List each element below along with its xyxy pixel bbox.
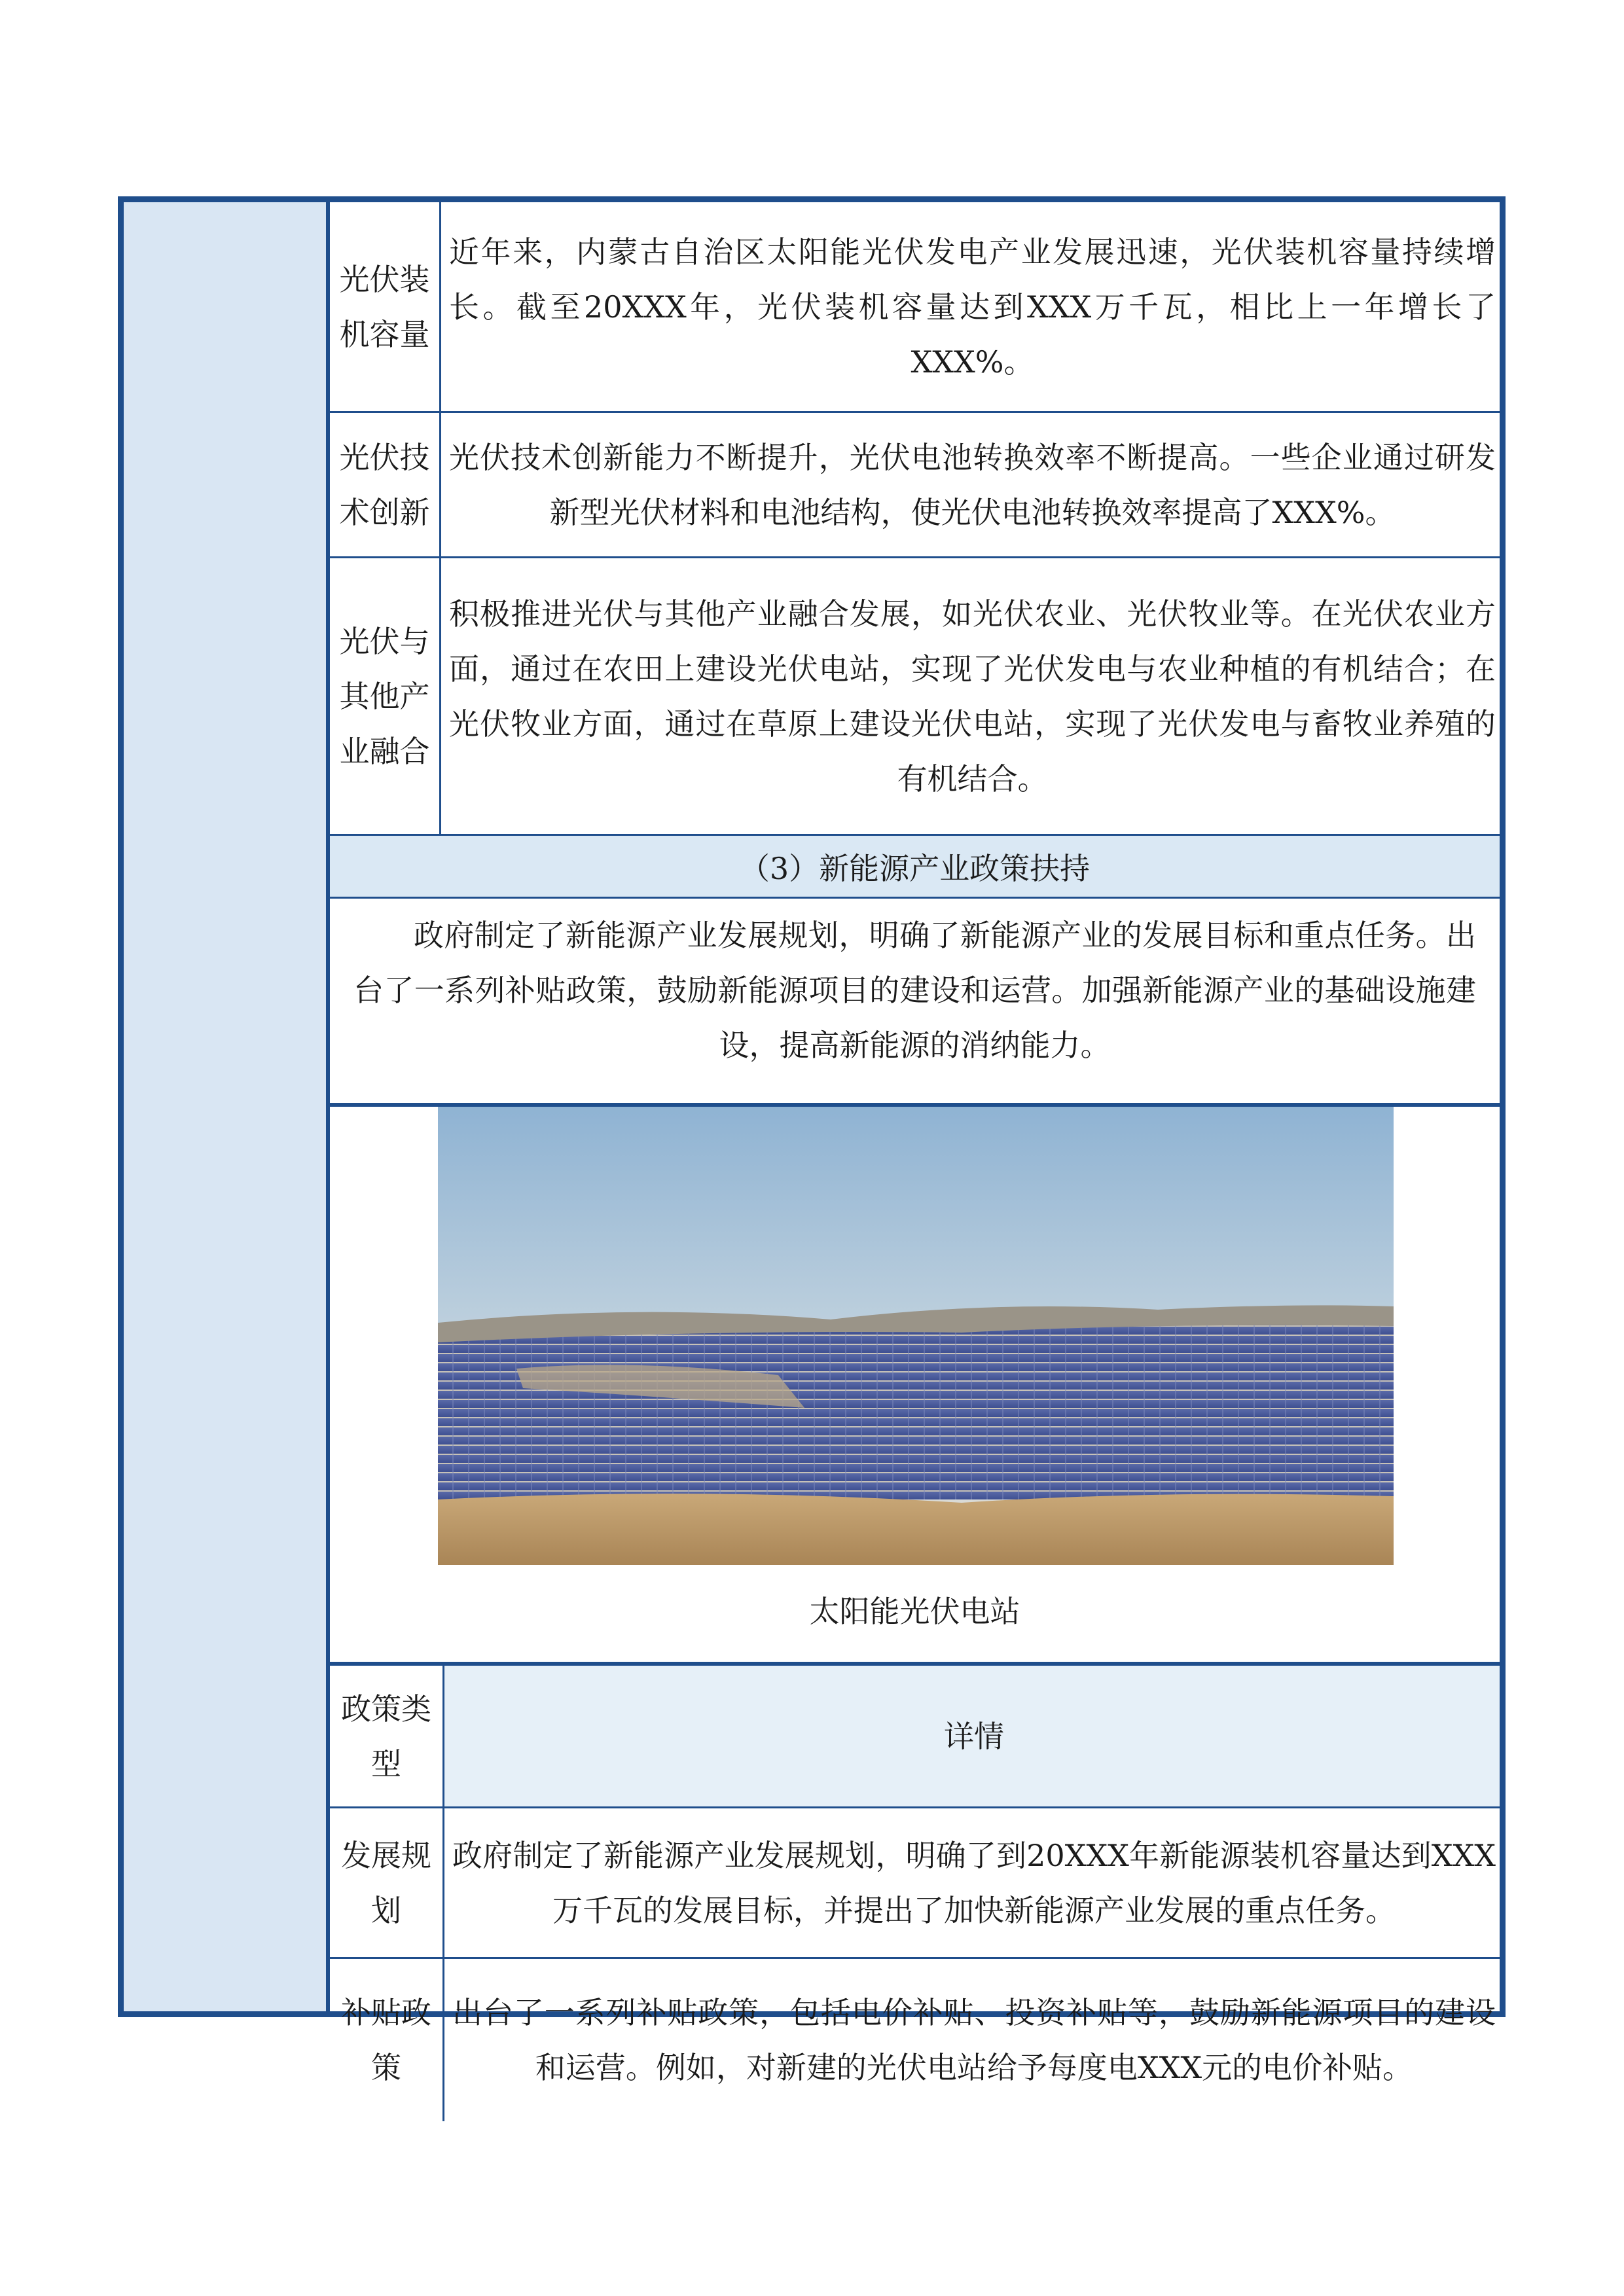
policy-type-subsidy: 补贴政策: [330, 1959, 444, 2121]
policy-table-header: [330, 1666, 1500, 1808]
policy-paragraph: 政府制定了新能源产业发展规划，明确了新能源产业的发展目标和重点任务。出台了一系列补贴政策，鼓励新能源项目的建设和运营。加强新能源产业的基础设施建设，提高新能源的消纳能力。: [353, 918, 1476, 1063]
policy-detail-plan: [444, 1808, 1500, 1957]
figure-cell: [330, 1107, 1500, 1666]
policy-detail-subsidy: [444, 1959, 1500, 2121]
row-label-pv-innovation: 光伏技术创新: [330, 413, 441, 556]
row-text: 积极推进光伏与其他产业融合发展，如光伏农业、光伏牧业等。在光伏农业方面，通过在农田上建设光伏电站，实现了光伏发电与农业种植的有机结合；在光伏牧业方面，通过在草原上建设光伏电站，实现了光伏发电与畜牧业养殖的有机结合。: [449, 596, 1496, 797]
row-text: 光伏技术创新能力不断提升，光伏电池转换效率不断提高。一些企业通过研发新型光伏材料和电池结构，使光伏电池转换效率提高了XXX%。: [449, 439, 1496, 530]
figure-caption: 太阳能光伏电站: [809, 1594, 1020, 1629]
table-row: [330, 558, 1500, 836]
section-heading: （3）新能源产业政策扶持: [330, 836, 1500, 899]
row-text-pv-integration: [441, 558, 1500, 834]
row-text: 近年来，内蒙古自治区太阳能光伏发电产业发展迅速，光伏装机容量持续增长。截至20XXX年，光伏装机容量达到XXX万千瓦，相比上一年增长了XXX%。: [449, 234, 1496, 380]
row-text-pv-innovation: [441, 413, 1500, 556]
row-text-pv-capacity: [441, 202, 1500, 411]
left-category-band: [124, 202, 330, 2011]
row-label-pv-integration: 光伏与其他产业融合: [330, 558, 441, 834]
row-text: 政府制定了新能源产业发展规划，明确了到20XXX年新能源装机容量达到XXX万千瓦的发展目标，并提出了加快新能源产业发展的重点任务。: [452, 1837, 1496, 1928]
header-policy-type: 政策类型: [330, 1666, 444, 1806]
table-row: [330, 1808, 1500, 1959]
table-content: [330, 202, 1500, 2085]
row-text: 出台了一系列补贴政策，包括电价补贴、投资补贴等，鼓励新能源项目的建设和运营。例如，对新建的光伏电站给予每度电XXX元的电价补贴。: [452, 1995, 1496, 2085]
policy-paragraph-cell: [330, 899, 1500, 1107]
table-row: [330, 413, 1500, 558]
table-row: [330, 1959, 1500, 2085]
document-table: [118, 196, 1506, 2085]
solar-plant-photo: [438, 1107, 1394, 1565]
policy-type-plan: 发展规划: [330, 1808, 444, 1957]
header-detail-text: 详情: [944, 1718, 1004, 1754]
header-detail: [444, 1666, 1500, 1806]
row-label-pv-capacity: 光伏装机容量: [330, 202, 441, 411]
table-row: [330, 202, 1500, 413]
